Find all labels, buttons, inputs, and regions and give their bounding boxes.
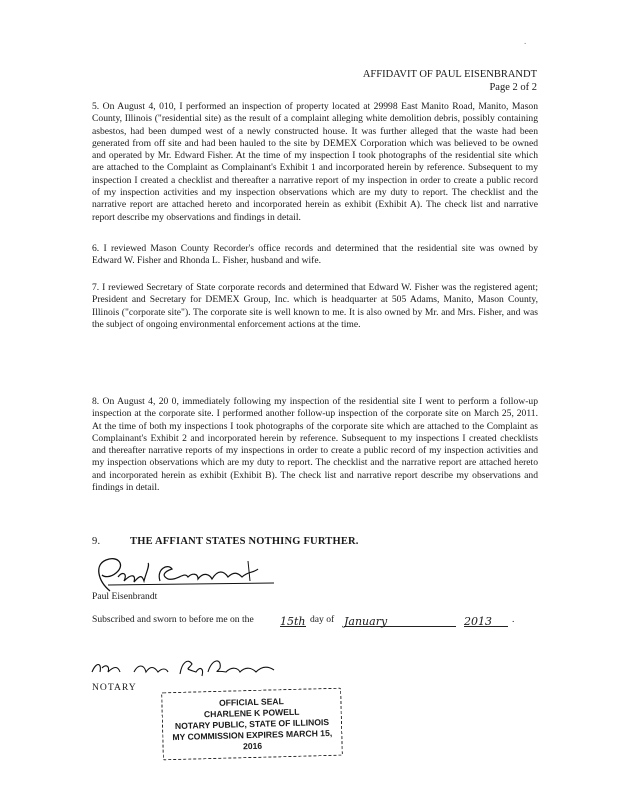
subscribed-period: . [512, 614, 515, 625]
notary-label: NOTARY [92, 682, 137, 693]
subscribed-text: Subscribed and sworn to before me on the [92, 614, 254, 625]
seal-line-2: CHARLENE K POWELL [203, 706, 300, 719]
month-handwritten: January [344, 615, 456, 627]
subscribed-line [92, 614, 532, 634]
document-title: AFFIDAVIT OF PAUL EISENBRANDT [362, 69, 537, 80]
year-handwritten: 2013 [464, 615, 508, 627]
paragraph-7: 7. I reviewed Secretary of State corporate records and determined that Edward W. Fisher was the registered agent; President and Secretary for DEMEX Group, Inc. which is headquarter at 505 Adams, Manito, Mason County, Illinois ("corporate site"). The corporate site is well known to me. It is also owned by Mr. and Mrs. Fisher, and was the subject of ongoing environmental enforcement actions at the time. [92, 282, 538, 330]
paragraph-5: 5. On August 4, 010, I performed an inspection of property located at 29998 East Manito Road, Manito, Mason County, Illinois ("residential site) as the result of a complaint alleging white demolition debris, possibly containing asbestos, had been dumped west of a newly constructed house. It was further alleged that the waste had been generated from off site and had been hauled to the site by DEMEX Corporation which was believed to be owned and operated by Mr. Edward Fisher. At the time of my inspection I took photographs of the residential site which are attached to the Complaint as Complainant's Exhibit 1 and incorporated herein by reference. Subsequent to my inspection I created a checklist and thereafter a narrative report of my inspection in order to create a public record of my inspection activities and my inspection observations which are my duty to report. The checklist and the narrative report are attached hereto and incorporated herein as exhibit (Exhibit A). The check list and narrative report describe my observations and findings in detail. [92, 101, 538, 223]
page-number: Page 2 of 2 [489, 82, 537, 93]
paragraph-6: 6. I reviewed Mason County Recorder's office records and determined that the residential site was owned by Edward W. Fisher and Rhonda L. Fisher, husband and wife. [92, 243, 538, 267]
closing-text: THE AFFIANT STATES NOTHING FURTHER. [130, 536, 359, 547]
seal-line-1: OFFICIAL SEAL [218, 695, 284, 708]
corner-mark: . [524, 36, 527, 46]
closing-statement [92, 536, 359, 547]
day-handwritten: 15th [280, 615, 306, 628]
seal-line-3: NOTARY PUBLIC, STATE OF ILLINOIS [174, 716, 330, 731]
closing-number: 9. [92, 536, 101, 547]
affiant-name: Paul Eisenbrandt [92, 591, 158, 602]
page-header [363, 68, 537, 94]
seal-line-4: MY COMMISSION EXPIRES MARCH 15, 2016 [172, 727, 333, 751]
notary-signature [88, 654, 288, 682]
paragraph-8: 8. On August 4, 20 0, immediately following my inspection of the residential site I went to perform a follow-up inspection at the corporate site. I performed another follow-up inspection of the corporate site on March 25, 2011. At the time of both my inspections I took photographs of the corporate site which are attached to the Complaint as Complainant's Exhibit 2 and incorporated herein by reference. Subsequent to my inspections I created checklists and thereafter narrative reports of my inspections in order to create a public record of my inspection activities and my inspection observations which are my duty to report. The checklist and the narrative report are attached hereto and incorporated herein as exhibit (Exhibit B). The check list and narrative report describe my observations and findings in detail. [92, 396, 538, 494]
day-of-text: day of [310, 614, 335, 625]
notary-seal-stamp [161, 688, 343, 761]
